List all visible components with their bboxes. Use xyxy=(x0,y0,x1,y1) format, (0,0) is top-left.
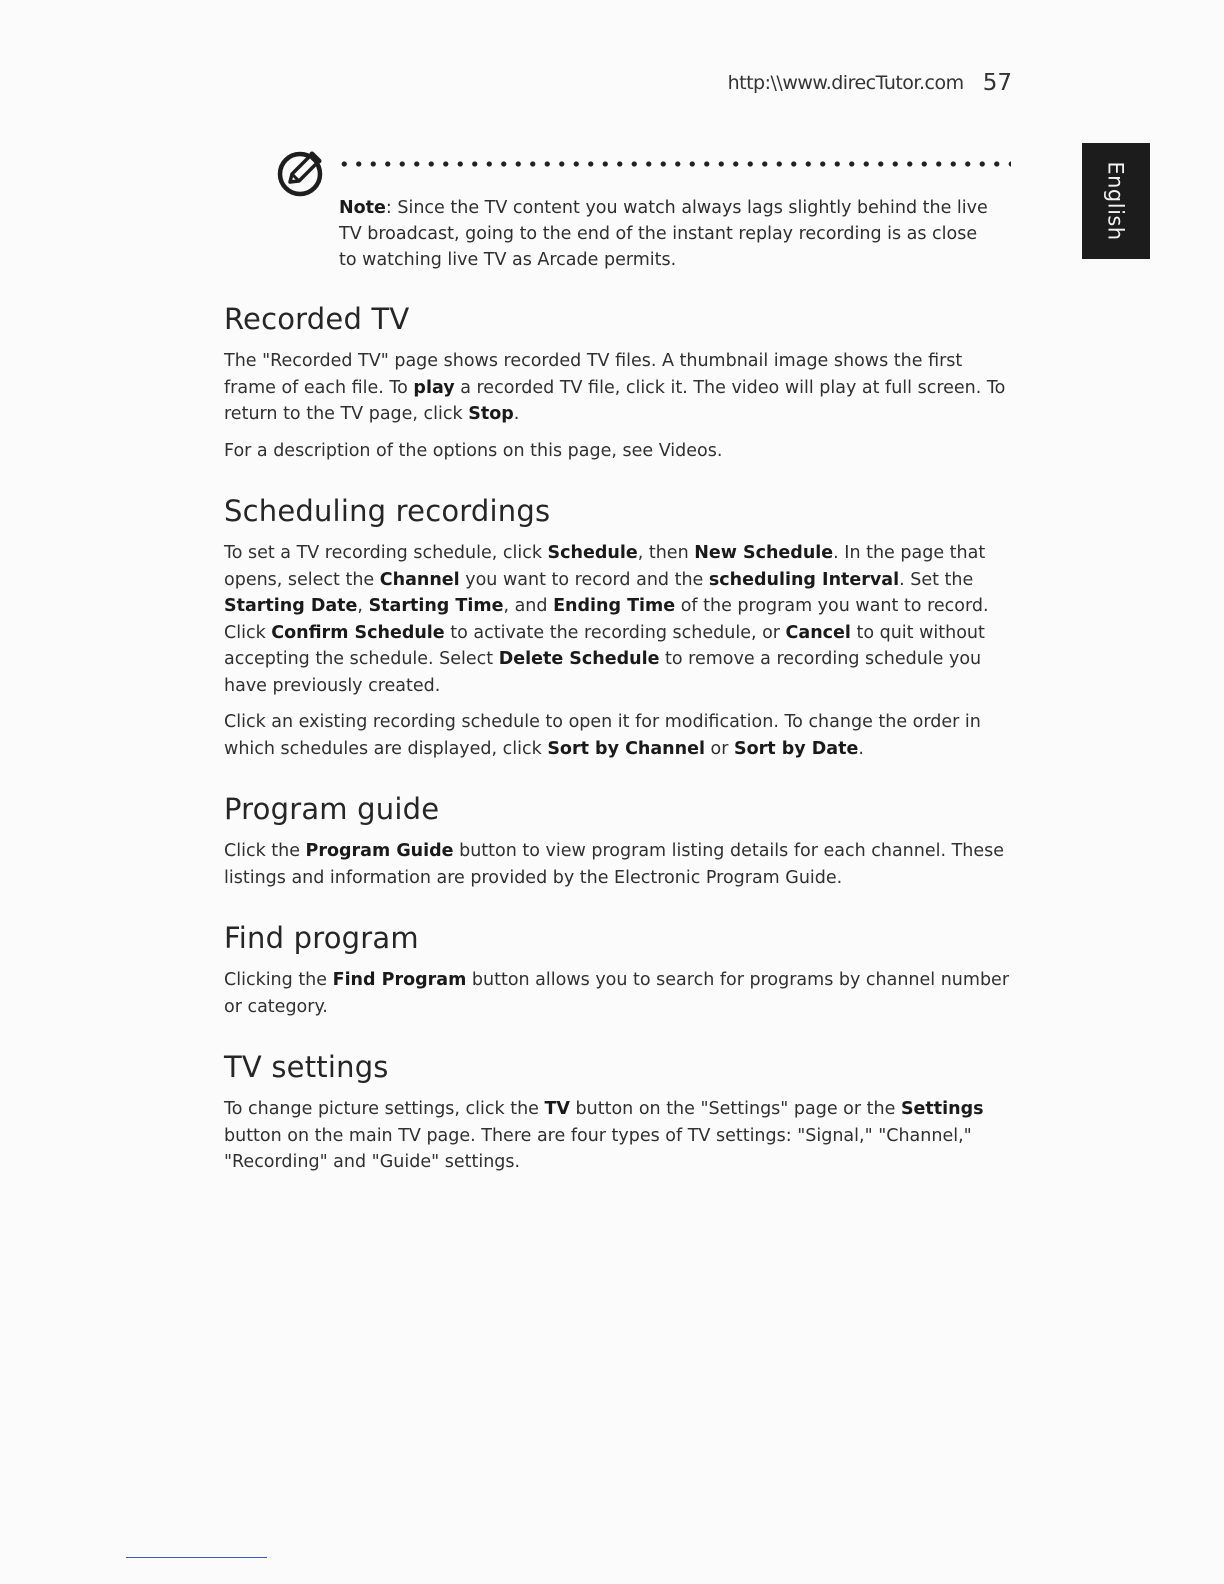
text-run: button allows you to search for programs by channel number or category. xyxy=(224,970,1010,1017)
text-run: . Set the xyxy=(899,569,974,590)
text-run: button to view program listing details for each channel. These listings and information are provided by the Electronic Program Guide. xyxy=(224,841,1005,888)
bold-term-channel: Channel xyxy=(379,569,460,590)
scheduling-paragraph-2 xyxy=(224,709,1010,762)
text-run: Clicking the xyxy=(224,970,333,990)
tv-settings-paragraph xyxy=(224,1096,1010,1176)
pen-note-icon xyxy=(276,146,328,198)
page-header xyxy=(640,70,1012,96)
section-program-guide xyxy=(224,792,1010,891)
section-find-program xyxy=(224,921,1010,1020)
note-text xyxy=(339,195,999,273)
text-run: Click the xyxy=(224,841,306,861)
text-run: a recorded TV file, click it. The video will play at full screen. To return to the TV page, click xyxy=(224,377,1006,424)
language-tab xyxy=(1082,143,1150,259)
note-dotted-rule xyxy=(337,156,1011,172)
text-run: you want to record and the xyxy=(459,569,709,590)
text-run: To set a TV recording schedule, click xyxy=(224,543,548,563)
text-run: to remove a recording schedule you have previously created. xyxy=(224,649,982,696)
bold-term-delete-schedule: Delete Schedule xyxy=(498,649,660,669)
bold-term-stop: Stop xyxy=(468,404,514,424)
bold-term-scheduling-interval: scheduling Interval xyxy=(708,569,900,590)
section-title-recorded-tv: Recorded TV xyxy=(224,302,410,336)
bold-term-ending-time: Ending Time xyxy=(553,596,676,616)
text-run: . xyxy=(513,404,520,424)
text-run: to quit without accepting the schedule. Select xyxy=(224,622,985,669)
text-run: , xyxy=(357,596,369,616)
recorded-tv-paragraph-2: For a description of the options on this page, see Videos. xyxy=(224,440,723,461)
section-title-scheduling: Scheduling recordings xyxy=(224,494,551,528)
text-run: button on the main TV page. There are four types of TV settings: "Signal," "Channel," "Recording" and "Guide" settings. xyxy=(224,1125,972,1172)
text-run: button on the "Settings" page or the xyxy=(569,1099,901,1119)
section-recorded-tv xyxy=(224,302,1010,464)
section-title-program-guide: Program guide xyxy=(224,792,440,826)
recorded-tv-paragraph-1 xyxy=(224,348,1010,428)
bold-term-sort-by-channel: Sort by Channel xyxy=(547,738,705,759)
section-tv-settings xyxy=(224,1050,1010,1176)
page-number: 57 xyxy=(982,70,1012,96)
text-run: To change picture settings, click the xyxy=(224,1099,545,1119)
header-url: http:\\www.direcTutor.com xyxy=(727,72,964,94)
find-program-paragraph xyxy=(224,967,1010,1020)
scheduling-paragraph-1 xyxy=(224,540,1010,699)
bold-term-play: play xyxy=(413,377,455,398)
section-scheduling-recordings xyxy=(224,494,1010,762)
bold-term-confirm-schedule: Confirm Schedule xyxy=(271,622,445,643)
bold-term-cancel: Cancel xyxy=(785,622,851,643)
bold-term-schedule: Schedule xyxy=(547,543,638,563)
bold-term-starting-time: Starting Time xyxy=(368,596,504,616)
program-guide-paragraph xyxy=(224,838,1010,891)
section-title-tv-settings: TV settings xyxy=(224,1050,389,1084)
text-run: . In the page that opens, select the xyxy=(224,543,986,590)
text-run: or xyxy=(704,738,734,759)
text-run: , then xyxy=(637,543,695,563)
bold-term-settings: Settings xyxy=(900,1099,984,1119)
main-content xyxy=(224,302,1010,1206)
text-run: , and xyxy=(503,596,554,616)
text-run: . xyxy=(858,738,864,759)
note-label: Note xyxy=(339,198,386,218)
text-run: Click an existing recording schedule to open it for modification. To change the order in which schedules are displayed, click xyxy=(224,712,981,759)
bold-term-program-guide: Program Guide xyxy=(305,841,454,861)
section-title-find-program: Find program xyxy=(224,921,419,955)
text-run: of the program you want to record. Click xyxy=(224,596,989,643)
bold-term-tv: TV xyxy=(544,1099,570,1119)
language-tab-label: English xyxy=(1104,161,1129,241)
bold-term-sort-by-date: Sort by Date xyxy=(734,738,859,759)
bold-term-find-program: Find Program xyxy=(332,970,467,990)
bold-term-new-schedule: New Schedule xyxy=(694,543,834,563)
text-run: to activate the recording schedule, or xyxy=(444,622,786,643)
text-run: The "Recorded TV" page shows recorded TV files. A thumbnail image shows the first frame of each file. To xyxy=(224,351,963,398)
bold-term-starting-date: Starting Date xyxy=(224,596,358,616)
footer-rule xyxy=(126,1557,267,1558)
note-body: : Since the TV content you watch always lags slightly behind the live TV broadcast, going to the end of the instant replay recording is as close to watching live TV as Arcade permits. xyxy=(339,198,988,270)
